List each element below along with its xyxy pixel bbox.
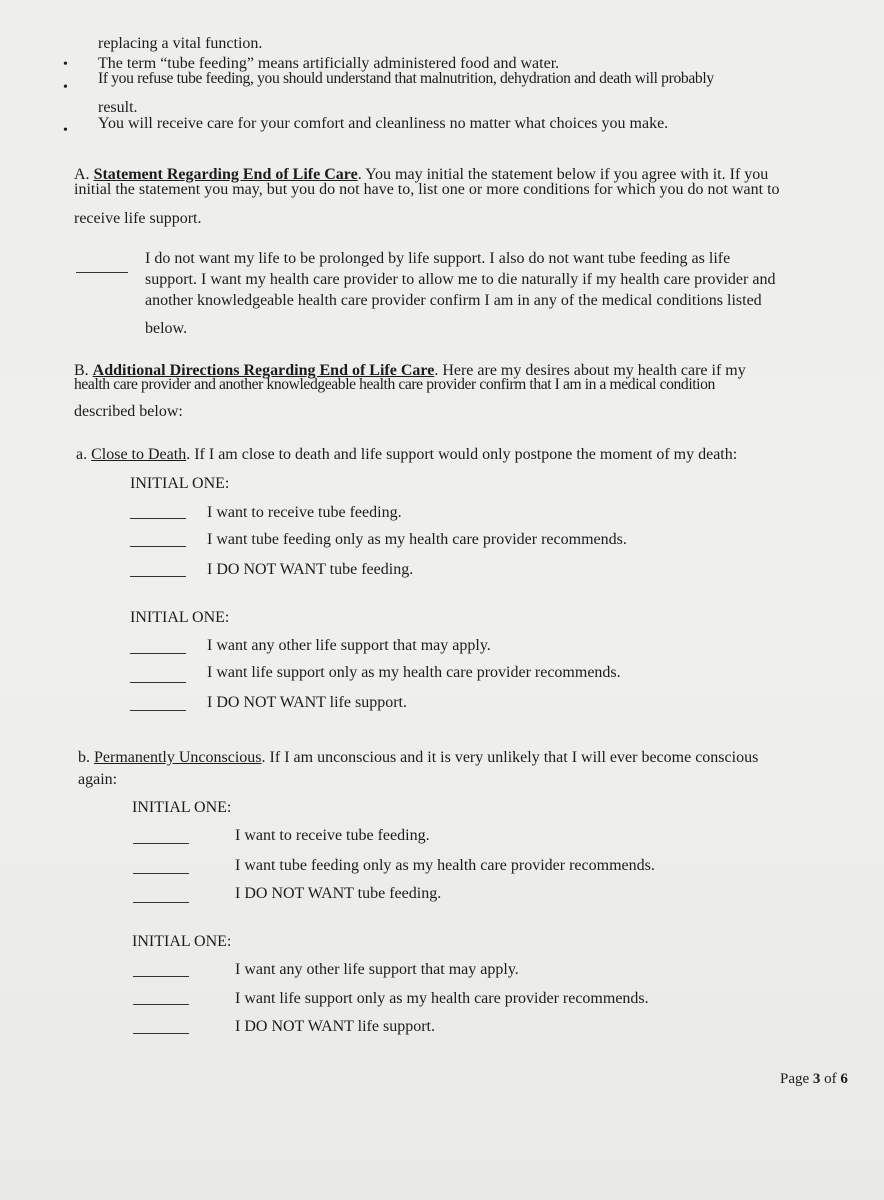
page-of: of bbox=[824, 1071, 837, 1087]
bullet-dot: • bbox=[63, 123, 68, 138]
section-a-heading-tail: . You may initial the statement below if you agree with it. If you bbox=[357, 166, 769, 183]
part-a-heading-tail: . If I am close to death and life support would only postpone the moment of my death: bbox=[186, 446, 738, 463]
bullet-text: The term “tube feeding” means artificially administered food and water. bbox=[98, 55, 560, 72]
part-b-text: again: bbox=[78, 771, 118, 788]
initial-blank[interactable] bbox=[130, 653, 186, 654]
initial-one-title: INITIAL ONE: bbox=[130, 609, 230, 626]
statement-text: below. bbox=[145, 320, 188, 337]
bullet-text: You will receive care for your comfort and cleanliness no matter what choices you make. bbox=[98, 115, 669, 132]
section-b-text: health care provider and another knowledgeable health care provider confirm that I am in a medical condition bbox=[74, 376, 715, 393]
initial-blank[interactable] bbox=[76, 272, 128, 273]
option-text: I want life support only as my health care provider recommends. bbox=[235, 990, 649, 1007]
section-b-text: described below: bbox=[74, 403, 183, 420]
bullet-text: result. bbox=[98, 99, 138, 116]
section-b-heading-tail: . Here are my desires about my health care if my bbox=[434, 362, 746, 379]
initial-one-title: INITIAL ONE: bbox=[132, 799, 232, 816]
option-text: I want any other life support that may apply. bbox=[235, 961, 519, 978]
section-a-label: A. bbox=[74, 166, 90, 183]
continued-line: replacing a vital function. bbox=[98, 35, 263, 52]
option-text: I DO NOT WANT tube feeding. bbox=[235, 885, 442, 902]
part-b-label: b. bbox=[78, 749, 90, 766]
initial-blank[interactable] bbox=[130, 576, 186, 577]
initial-one-title: INITIAL ONE: bbox=[132, 933, 232, 950]
part-a-label: a. bbox=[76, 446, 88, 463]
section-a-heading: Statement Regarding End of Life Care bbox=[93, 166, 358, 183]
page-current: 3 bbox=[812, 1071, 821, 1087]
initial-blank[interactable] bbox=[133, 1004, 189, 1005]
option-text: I want any other life support that may apply. bbox=[207, 637, 491, 654]
option-text: I want to receive tube feeding. bbox=[207, 504, 402, 521]
section-b-label: B. bbox=[74, 362, 89, 379]
initial-blank[interactable] bbox=[133, 873, 189, 874]
option-text: I want to receive tube feeding. bbox=[235, 827, 430, 844]
part-b-heading-line bbox=[78, 749, 758, 767]
statement-text: I do not want my life to be prolonged by life support. I also do not want tube feeding as life bbox=[145, 250, 731, 267]
section-a-text: receive life support. bbox=[74, 210, 202, 227]
option-text: I want tube feeding only as my health care provider recommends. bbox=[207, 531, 627, 548]
option-text: I DO NOT WANT life support. bbox=[207, 694, 407, 711]
section-b-heading: Additional Directions Regarding End of Life Care bbox=[92, 362, 435, 379]
initial-blank[interactable] bbox=[133, 976, 189, 977]
part-a-heading-line bbox=[76, 446, 737, 464]
page-total: 6 bbox=[840, 1071, 848, 1087]
initial-blank[interactable] bbox=[133, 1033, 189, 1034]
bullet-dot: • bbox=[63, 57, 68, 72]
statement-text: another knowledgeable health care provider confirm I am in any of the medical conditions listed bbox=[145, 292, 762, 309]
option-text: I want life support only as my health care provider recommends. bbox=[207, 664, 621, 681]
option-text: I DO NOT WANT life support. bbox=[235, 1018, 435, 1035]
initial-blank[interactable] bbox=[133, 843, 189, 844]
initial-blank[interactable] bbox=[130, 518, 186, 519]
initial-one-title: INITIAL ONE: bbox=[130, 475, 230, 492]
section-a-text: initial the statement you may, but you do not have to, list one or more conditions for which you do not want to bbox=[74, 181, 780, 198]
initial-blank[interactable] bbox=[130, 546, 186, 547]
page-label: Page bbox=[780, 1071, 810, 1087]
option-text: I DO NOT WANT tube feeding. bbox=[207, 561, 414, 578]
initial-blank[interactable] bbox=[133, 902, 189, 903]
initial-blank[interactable] bbox=[130, 710, 186, 711]
part-b-heading: Permanently Unconscious bbox=[94, 749, 262, 766]
part-b-heading-tail: . If I am unconscious and it is very unlikely that I will ever become conscious bbox=[261, 749, 759, 766]
statement-text: support. I want my health care provider to allow me to die naturally if my health care provider and bbox=[145, 271, 776, 288]
bullet-dot: • bbox=[63, 80, 68, 95]
part-a-heading: Close to Death bbox=[91, 446, 187, 463]
page-number bbox=[780, 1070, 848, 1088]
bullet-text: If you refuse tube feeding, you should understand that malnutrition, dehydration and death will probably bbox=[98, 70, 714, 87]
option-text: I want tube feeding only as my health care provider recommends. bbox=[235, 857, 655, 874]
initial-blank[interactable] bbox=[130, 682, 186, 683]
